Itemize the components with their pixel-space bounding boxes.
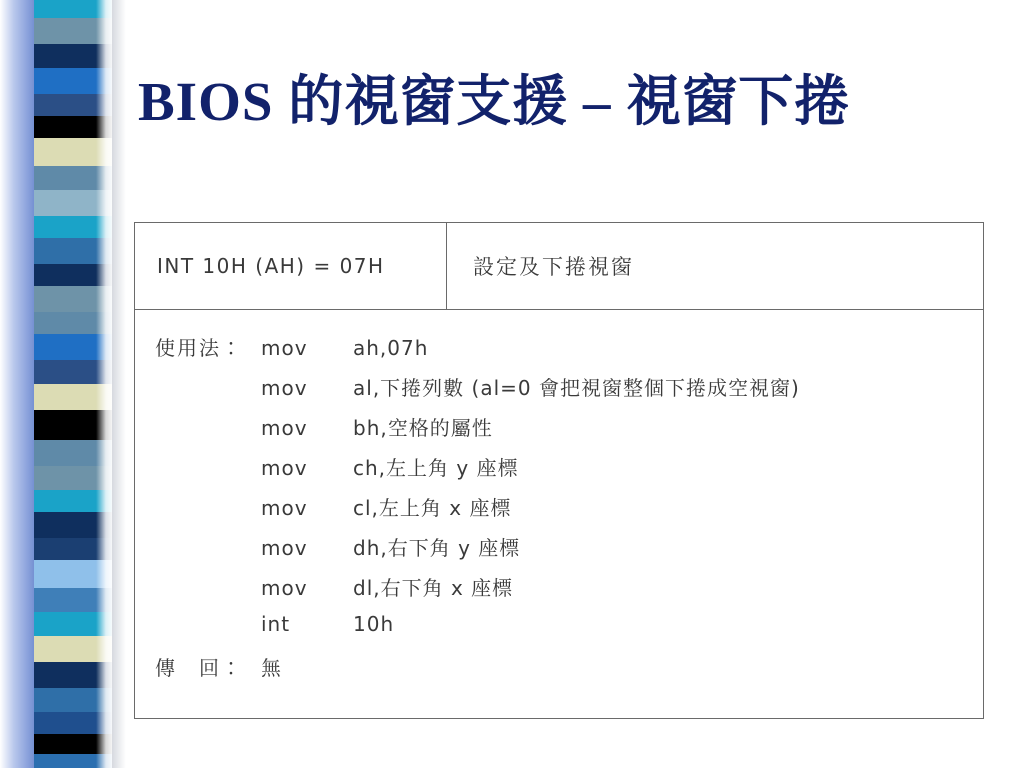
table-row	[135, 412, 983, 452]
table-row	[135, 372, 983, 412]
row-label: 傳 回：	[155, 656, 243, 680]
row-mnemonic: int	[261, 612, 291, 636]
table-row	[135, 572, 983, 612]
interrupt-cell: INT 10H (AH) = 07H	[135, 223, 447, 309]
row-mnemonic: mov	[261, 456, 308, 480]
bios-function-table	[134, 222, 984, 719]
band-drop-shadow	[112, 0, 126, 768]
band-edge-fade	[96, 0, 112, 768]
row-operand: ch,左上角 y 座標	[353, 456, 519, 480]
row-mnemonic: mov	[261, 536, 308, 560]
table-row	[135, 652, 983, 692]
table-row	[135, 452, 983, 492]
row-operand: bh,空格的屬性	[353, 416, 493, 440]
row-operand: ah,07h	[353, 336, 429, 360]
row-mnemonic: mov	[261, 336, 308, 360]
row-mnemonic: mov	[261, 496, 308, 520]
row-operand: dl,右下角 x 座標	[353, 576, 514, 600]
table-header-row	[135, 223, 983, 310]
table-body	[135, 310, 983, 718]
page-title: BIOS 的視窗支援 – 視窗下捲	[138, 71, 851, 132]
row-label: 使用法：	[155, 336, 243, 360]
table-row	[135, 332, 983, 372]
row-mnemonic: mov	[261, 376, 308, 400]
row-operand: al,下捲列數 (al=0 會把視窗整個下捲成空視窗)	[353, 376, 800, 400]
row-operand: cl,左上角 x 座標	[353, 496, 512, 520]
row-mnemonic: mov	[261, 576, 308, 600]
table-row	[135, 612, 983, 652]
row-mnemonic: mov	[261, 416, 308, 440]
table-row	[135, 492, 983, 532]
description-cell: 設定及下捲視窗	[473, 255, 634, 279]
row-operand: dh,右下角 y 座標	[353, 536, 521, 560]
decorative-left-band	[0, 0, 112, 768]
table-row	[135, 532, 983, 572]
row-operand: 10h	[353, 612, 395, 636]
row-mnemonic: 無	[261, 656, 282, 680]
